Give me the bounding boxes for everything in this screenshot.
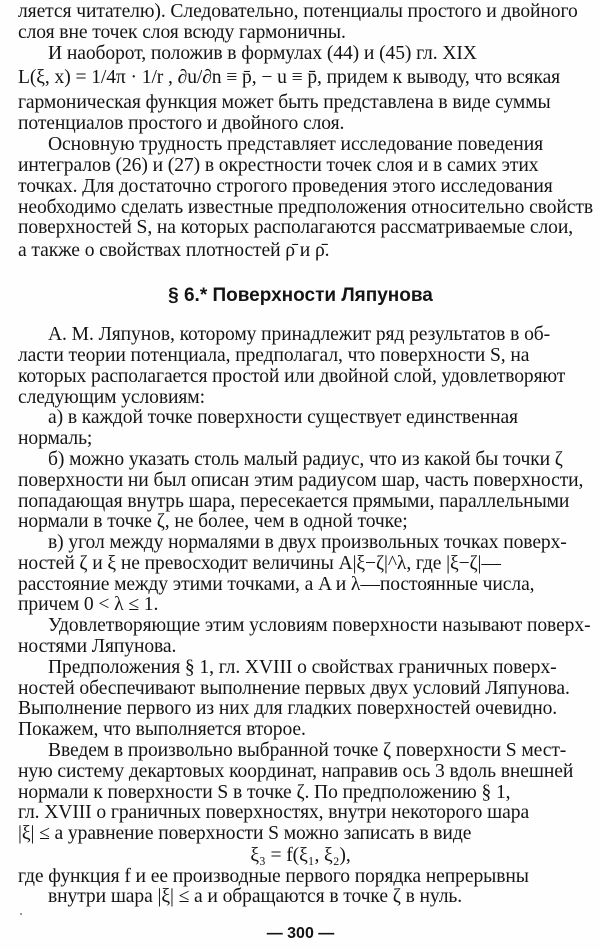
text-line: внутри шара |ξ| ≤ a и обращаются в точке ζ в нуль. xyxy=(48,886,463,907)
formula-line: ξ₃ = f(ξ₁, ξ₂), xyxy=(250,845,351,866)
text-line: Основную трудность представляет исследование поведения xyxy=(48,134,543,155)
text-line: в) угол между нормалями в двух произвольных точках поверх- xyxy=(48,532,567,553)
text-line: поверхностей S, на которых располагаются рассматриваемые слои, xyxy=(18,217,574,238)
text-line: Выполнение первого из них для гладких поверхностей очевидно. xyxy=(18,698,558,719)
text-line: где функция f и ее производные первого порядка непрерывны xyxy=(18,866,529,887)
text-line: гл. XVIII о граничных поверхностях, внутри некоторого шара xyxy=(18,802,530,823)
text-line: поверхности ни был описан этим радиусом шар, часть поверхности, xyxy=(18,470,584,491)
text-line: а также о свойствах плотностей ρ̄ и ρ̄̄. xyxy=(18,240,330,261)
text-line: ностями Ляпунова. xyxy=(18,636,177,657)
text-line: Введем в произвольно выбранной точке ζ поверхности S мест- xyxy=(48,740,567,761)
text-line: точках. Для достаточно строгого проведения этого исследования xyxy=(18,176,553,197)
page-number: — 300 — xyxy=(266,925,335,942)
text-line: необходимо сделать известные предположения относительно свойств xyxy=(18,197,593,218)
text-line: причем 0 < λ ≤ 1. xyxy=(18,594,159,615)
text-line: Покажем, что выполняется второе. xyxy=(18,719,306,740)
text-line: слоя вне точек слоя всюду гармоничны. xyxy=(18,22,346,43)
text-line: ляется читателю). Следовательно, потенциалы простого и двойного xyxy=(18,1,578,22)
text-line: Удовлетворяющие этим условиям поверхности называют поверх- xyxy=(48,615,591,636)
text-line: ностей ζ и ξ не превосходит величины A|ξ−ζ|^λ, где |ξ−ζ|— xyxy=(18,553,501,574)
text-line: б) можно указать столь малый радиус, что из какой бы точки ζ xyxy=(48,449,563,470)
text-line: Предположения § 1, гл. XVIII о свойствах граничных поверх- xyxy=(48,657,557,678)
text-line: А. М. Ляпунов, которому принадлежит ряд результатов в об- xyxy=(48,324,551,345)
text-line: L(ξ, x) = 1/4π · 1/r , ∂u/∂n ≡ p̄, − u ≡ p̄̄, придем к выводу, что всякая xyxy=(18,67,561,88)
text-line: гармоническая функция может быть представлена в виде суммы xyxy=(18,92,551,113)
text-line: нормали к поверхности S в точке ζ. По предположению § 1, xyxy=(18,782,511,803)
section-heading: § 6.* Поверхности Ляпунова xyxy=(168,284,433,306)
text-line: И наоборот, положив в формулах (44) и (45) гл. XIX xyxy=(48,43,477,64)
text-line: нормаль; xyxy=(18,428,93,449)
text-line: а) в каждой точке поверхности существует единственная xyxy=(48,407,518,428)
text-line: потенциалов простого и двойного слоя. xyxy=(18,113,345,134)
text-line: которых располагается простой или двойной слой, удовлетворяют xyxy=(18,366,566,387)
print-speck xyxy=(20,913,22,915)
text-line: попадающая внутрь шара, пересекается прямыми, параллельными xyxy=(18,491,570,512)
text-line: расстояние между этими точками, а A и λ—постоянные числа, xyxy=(18,574,535,595)
text-line: ностей обеспечивают выполнение первых двух условий Ляпунова. xyxy=(18,678,570,699)
text-line: |ξ| ≤ a уравнение поверхности S можно записать в виде xyxy=(18,823,472,844)
text-line: следующим условиям: xyxy=(18,387,205,408)
text-line: ную систему декартовых координат, направив ось 3 вдоль внешней xyxy=(18,761,574,782)
text-line: интегралов (26) и (27) в окрестности точек слоя и в самих этих xyxy=(18,155,539,176)
text-line: ласти теории потенциала, предполагал, что поверхности S, на xyxy=(18,345,530,366)
text-line: нормали в точке ζ, не более, чем в одной точке; xyxy=(18,511,408,532)
